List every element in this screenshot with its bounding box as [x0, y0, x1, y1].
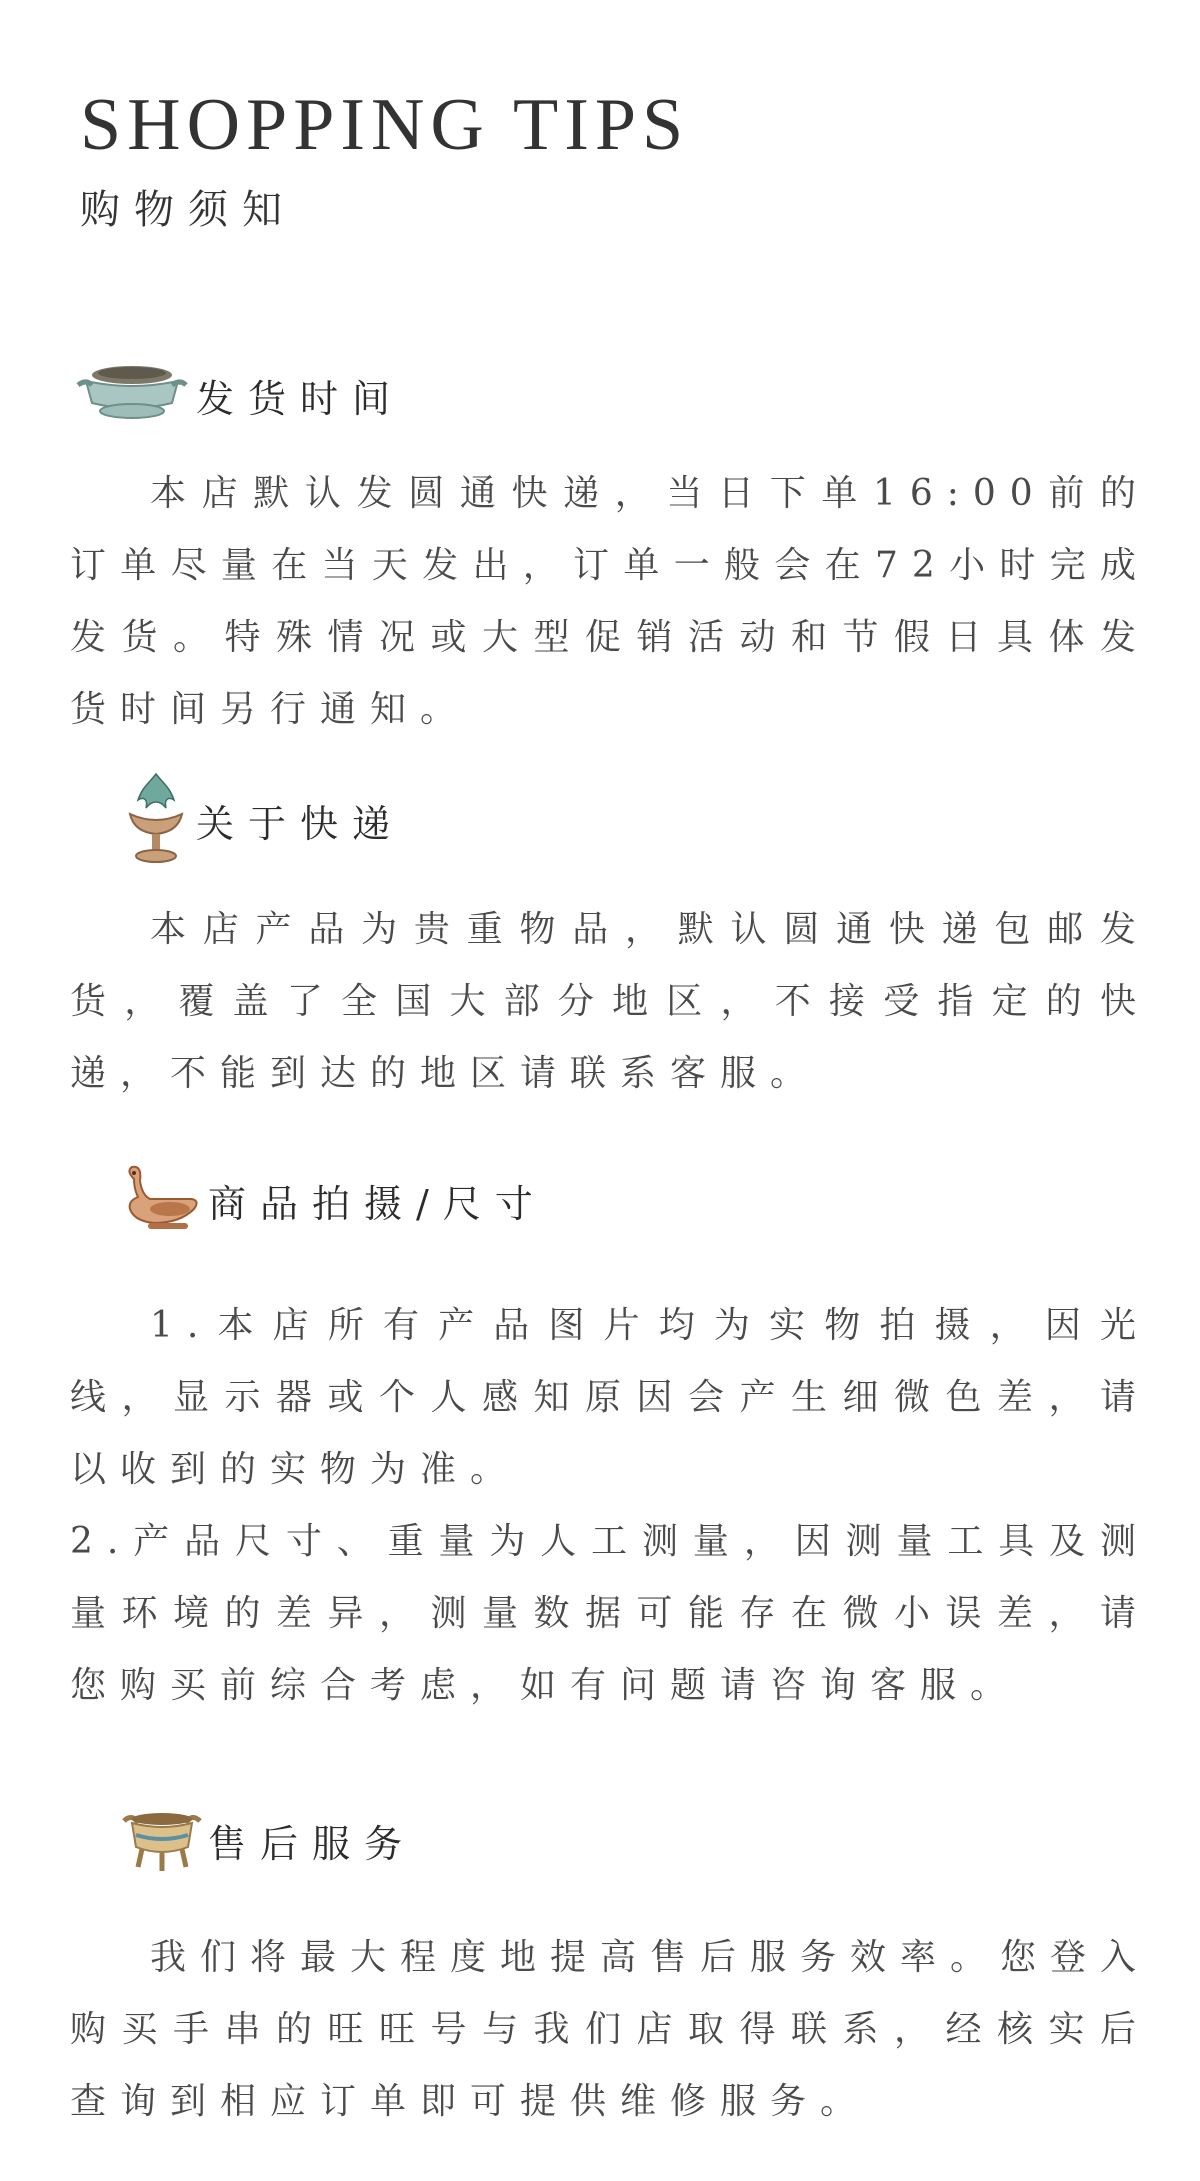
celadon-censer-icon	[72, 350, 192, 440]
section-title: 售后服务	[208, 1821, 417, 1866]
paragraph: 1.本店所有产品图片均为实物拍摄，因光线，显示器或个人感知原因会产生细微色差，请以收到的实物为准。	[70, 1305, 1150, 1490]
incense-burner-icon	[120, 770, 192, 870]
section-body-after-sales	[70, 1922, 1150, 2138]
section-title: 关于快递	[196, 801, 405, 846]
page-title-en: SHOPPING TIPS	[80, 84, 690, 166]
paragraph: 本店产品为贵重物品，默认圆通快递包邮发货，覆盖了全国大部分地区，不接受指定的快递，不能到达的地区请联系客服。	[70, 909, 1150, 1094]
section-body-about-courier	[70, 894, 1150, 1110]
section-body-shipping-time	[70, 458, 1150, 746]
section-header-shipping-time	[72, 350, 404, 440]
paragraph: 我们将最大程度地提高售后服务效率。您登入购买手串的旺旺号与我们店取得联系，经核实后查询到相应订单即可提供维修服务。	[70, 1937, 1151, 2122]
section-body-photography-size	[70, 1290, 1150, 1722]
section-title: 发货时间	[196, 376, 405, 421]
bronze-duck-icon	[120, 1160, 204, 1240]
paragraph: 2.产品尺寸、重量为人工测量，因测量工具及测量环境的差异，测量数据可能存在微小误差，请您购买前综合考虑，如有问题请咨询客服。	[70, 1521, 1150, 1706]
section-header-photography-size	[120, 1160, 547, 1240]
section-header-about-courier	[120, 770, 404, 870]
section-title: 商品拍摄/尺寸	[208, 1181, 547, 1226]
section-header-after-sales	[120, 1800, 416, 1880]
paragraph: 本店默认发圆通快递，当日下单16:00前的订单尽量在当天发出，订单一般会在72小时完成发货。特殊情况或大型促销活动和节假日具体发货时间另行通知。	[70, 473, 1150, 730]
page-title-cn: 购物须知	[80, 187, 296, 233]
tripod-cauldron-icon	[120, 1800, 204, 1880]
